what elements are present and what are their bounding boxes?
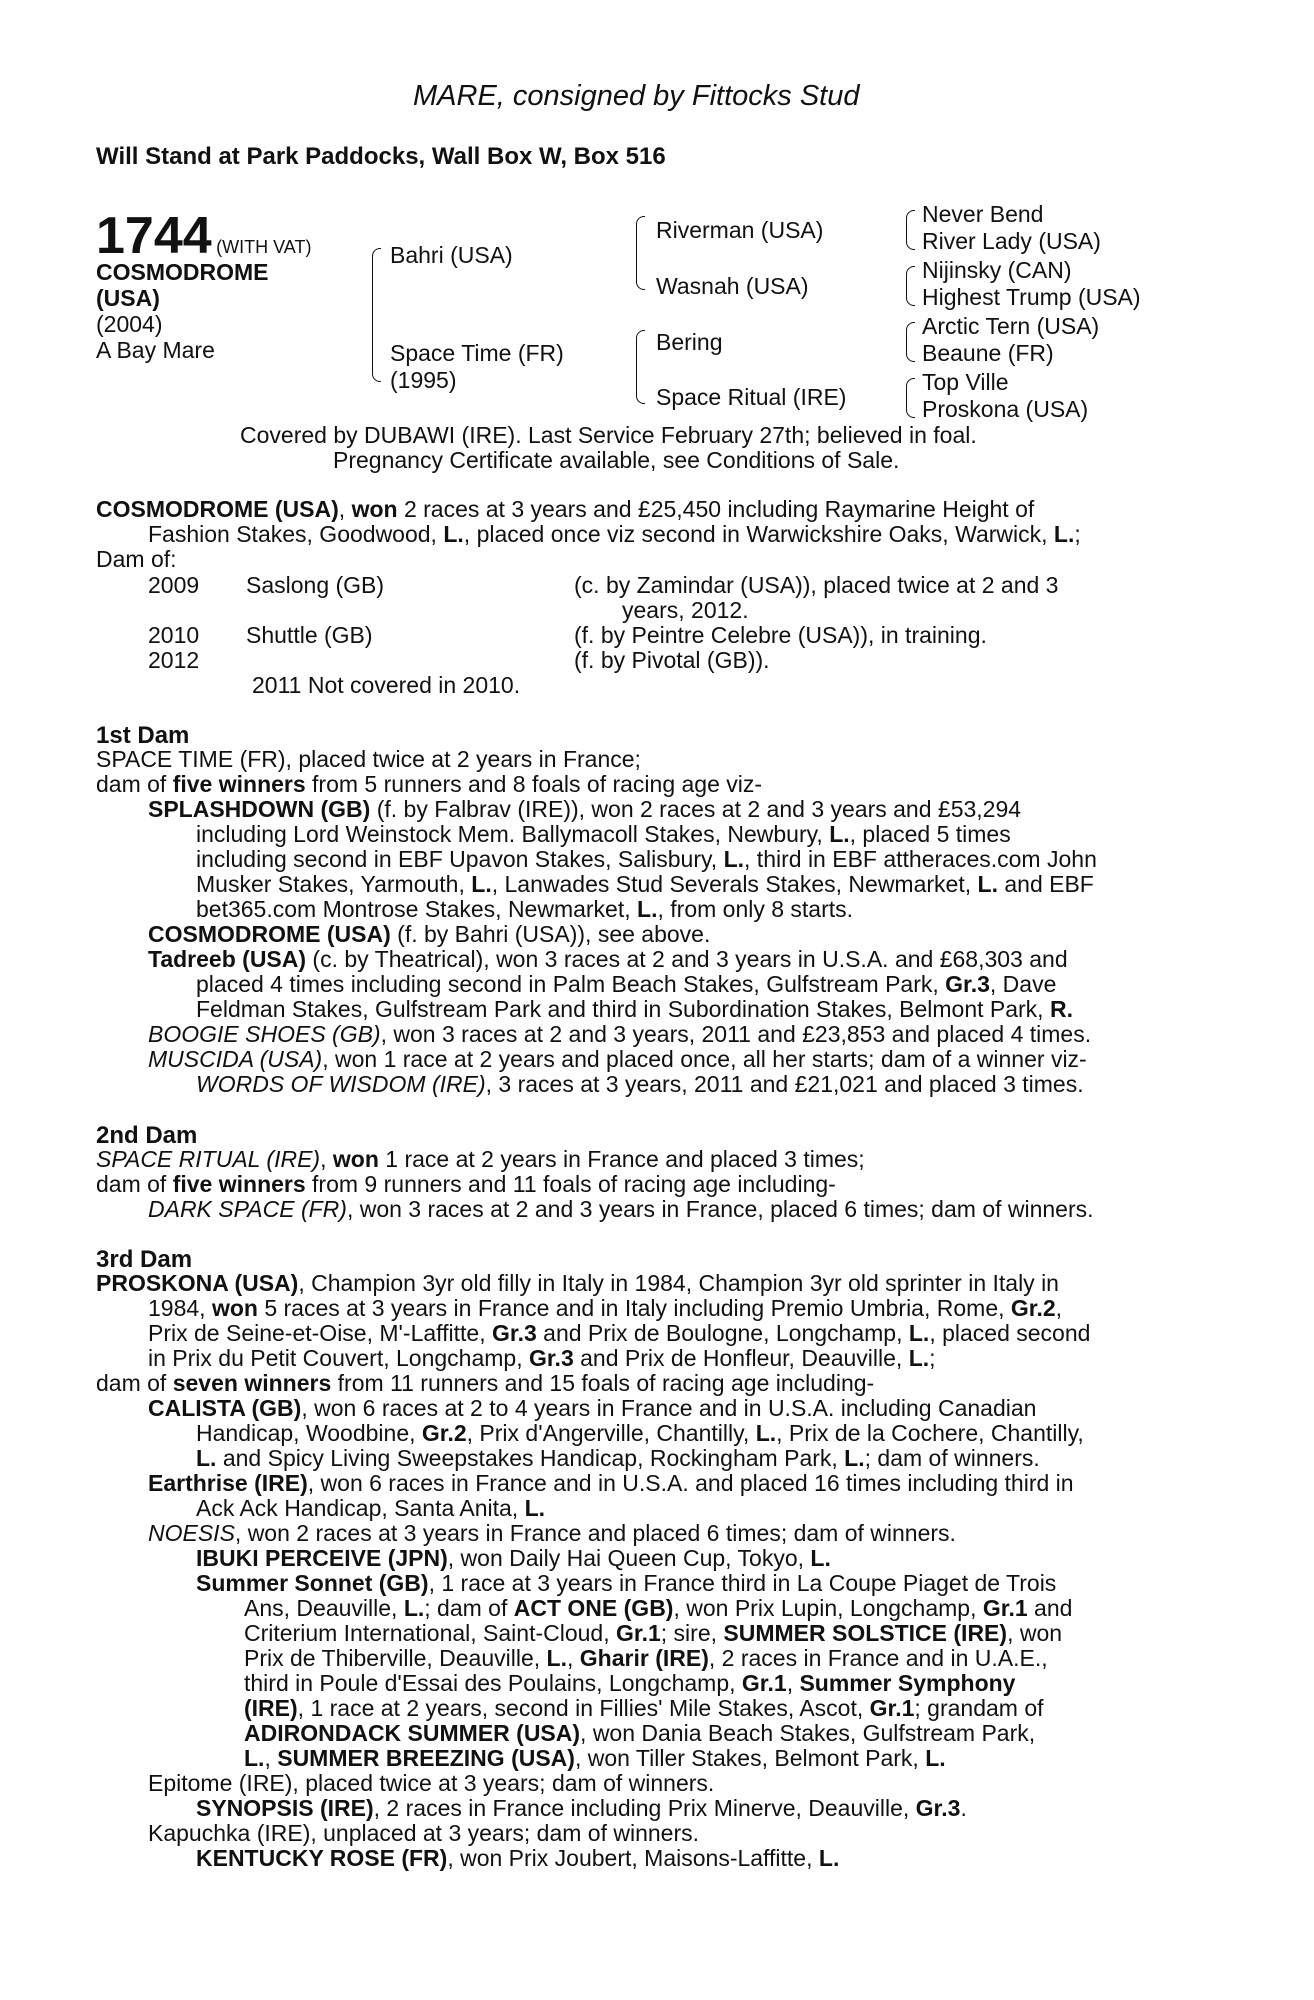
pedigree-sds: Nijinsky (CAN): [922, 257, 1072, 283]
produce-section: [96, 497, 1193, 572]
gen3-brace-4: [906, 378, 915, 418]
text-line: in Prix du Petit Couvert, Longchamp, Gr.3 and Prix de Honfleur, Deauville, L.;: [148, 1345, 936, 1371]
text-line: 1984, won 5 races at 3 years in France and in Italy including Premio Umbria, Rome, Gr.2,: [148, 1295, 1063, 1321]
gen3-brace-3: [906, 322, 915, 362]
text-line: COSMODROME (USA) (f. by Bahri (USA)), see above.: [148, 921, 711, 947]
produce-year: 2009: [148, 572, 200, 598]
text-line: CALISTA (GB), won 6 races at 2 to 4 years in France and in U.S.A. including Canadian: [148, 1395, 1037, 1421]
page-title: MARE, consigned by Fittocks Stud: [413, 80, 860, 112]
race-record-line: COSMODROME (USA), won 2 races at 3 years and £25,450 including Raymarine Height of: [96, 496, 1035, 522]
produce-desc: years, 2012.: [622, 597, 749, 623]
text-line: bet365.com Montrose Stakes, Newmarket, L., from only 8 starts.: [196, 896, 854, 922]
horse-year: (2004): [96, 311, 163, 337]
text-line: Criterium International, Saint-Cloud, Gr.1; sire, SUMMER SOLSTICE (IRE), won: [244, 1620, 1063, 1646]
produce-note: 2011 Not covered in 2010.: [252, 672, 521, 698]
produce-desc: (f. by Pivotal (GB)).: [574, 647, 770, 673]
text-line: Ack Ack Handicap, Santa Anita, L.: [196, 1495, 546, 1521]
pedigree-dam-dam: Space Ritual (IRE): [656, 384, 847, 410]
pedigree-dam-year: (1995): [390, 367, 457, 393]
text-line: SPACE TIME (FR), placed twice at 2 years in France;: [96, 746, 641, 772]
text-line: Tadreeb (USA) (c. by Theatrical), won 3 races at 2 and 3 years in U.S.A. and £68,303 and: [148, 946, 1068, 972]
produce-year: 2012: [148, 647, 200, 673]
text-line: SPLASHDOWN (GB) (f. by Falbrav (IRE)), won 2 races at 2 and 3 years and £53,294: [148, 796, 1022, 822]
covered-line: Covered by DUBAWI (IRE). Last Service February 27th; believed in foal.: [240, 422, 977, 448]
text-line: KENTUCKY ROSE (FR), won Prix Joubert, Maisons-Laffitte, L.: [196, 1845, 840, 1871]
text-line: placed 4 times including second in Palm Beach Stakes, Gulfstream Park, Gr.3, Dave: [196, 971, 1057, 997]
text-line: DARK SPACE (FR), won 3 races at 2 and 3 years in France, placed 6 times; dam of winners.: [148, 1196, 1094, 1222]
pedigree-dam-sire: Bering: [656, 329, 723, 355]
produce-desc: (c. by Zamindar (USA)), placed twice at 2 and 3: [574, 572, 1059, 598]
horse-name: COSMODROME: [96, 259, 269, 285]
pedigree-dss: Arctic Tern (USA): [922, 313, 1100, 339]
text-line: Handicap, Woodbine, Gr.2, Prix d'Angerville, Chantilly, L., Prix de la Cochere, Chantilly,: [196, 1420, 1084, 1446]
pedigree-dds: Top Ville: [922, 369, 1009, 395]
first-dam-heading: 1st Dam: [96, 722, 190, 749]
text-line: PROSKONA (USA), Champion 3yr old filly in Italy in 1984, Champion 3yr old sprinter in Italy in: [96, 1270, 1059, 1296]
pedigree-ssd: River Lady (USA): [922, 228, 1101, 254]
race-record-line: Fashion Stakes, Goodwood, L., placed once viz second in Warwickshire Oaks, Warwick, L.;: [148, 521, 1081, 547]
pedigree-ddd: Proskona (USA): [922, 396, 1089, 422]
vat-note: (WITH VAT): [216, 237, 312, 257]
dam-of-label: Dam of:: [96, 546, 177, 572]
produce-year: 2010: [148, 622, 200, 648]
text-line: Musker Stakes, Yarmouth, L., Lanwades Stud Severals Stakes, Newmarket, L. and EBF: [196, 871, 1094, 897]
pedigree-sss: Never Bend: [922, 201, 1044, 227]
text-line: third in Poule d'Essai des Poulains, Longchamp, Gr.1, Summer Symphony: [244, 1670, 1016, 1696]
horse-description: A Bay Mare: [96, 337, 215, 363]
text-line: Feldman Stakes, Gulfstream Park and third in Subordination Stakes, Belmont Park, R.: [196, 996, 1073, 1022]
third-dam-text: [96, 1271, 1193, 1871]
pedigree-sire-sire: Riverman (USA): [656, 217, 824, 243]
pedigree-sdd: Highest Trump (USA): [922, 284, 1141, 310]
text-line: dam of five winners from 5 runners and 8 foals of racing age viz-: [96, 771, 763, 797]
stand-location: Will Stand at Park Paddocks, Wall Box W, Box 516: [96, 143, 666, 170]
text-line: including second in EBF Upavon Stakes, Salisbury, L., third in EBF attheraces.com John: [196, 846, 1097, 872]
horse-country: (USA): [96, 285, 160, 311]
pedigree-dam: Space Time (FR): [390, 340, 564, 366]
text-line: including Lord Weinstock Mem. Ballymacoll Stakes, Newbury, L., placed 5 times: [196, 821, 1011, 847]
produce-name: Shuttle (GB): [246, 622, 373, 648]
dam-line-brace: [636, 330, 645, 404]
text-line: Kapuchka (IRE), unplaced at 3 years; dam of winners.: [148, 1820, 700, 1846]
text-line: WORDS OF WISDOM (IRE), 3 races at 3 years, 2011 and £21,021 and placed 3 times.: [196, 1071, 1084, 1097]
pedigree-sire: Bahri (USA): [390, 242, 513, 268]
text-line: Prix de Seine-et-Oise, M'-Laffitte, Gr.3 and Prix de Boulogne, Longchamp, L., placed second: [148, 1320, 1091, 1346]
text-line: Summer Sonnet (GB), 1 race at 3 years in France third in La Coupe Piaget de Trois: [196, 1570, 1057, 1596]
pedigree-dsd: Beaune (FR): [922, 340, 1054, 366]
text-line: dam of seven winners from 11 runners and 15 foals of racing age including-: [96, 1370, 875, 1396]
text-line: Earthrise (IRE), won 6 races in France and in U.S.A. and placed 16 times including third in: [148, 1470, 1074, 1496]
produce-name: Saslong (GB): [246, 572, 385, 598]
third-dam-heading: 3rd Dam: [96, 1246, 193, 1273]
second-dam-heading: 2nd Dam: [96, 1122, 198, 1149]
pedigree-sire-dam: Wasnah (USA): [656, 273, 809, 299]
text-line: L., SUMMER BREEZING (USA), won Tiller Stakes, Belmont Park, L.: [244, 1745, 946, 1771]
produce-desc: (f. by Peintre Celebre (USA)), in training.: [574, 622, 987, 648]
first-dam-text: [96, 747, 1193, 1097]
text-line: dam of five winners from 9 runners and 11 foals of racing age including-: [96, 1171, 836, 1197]
text-line: Epitome (IRE), placed twice at 3 years; dam of winners.: [148, 1770, 715, 1796]
lot-number: 1744: [96, 207, 212, 265]
lot-number-line: [96, 207, 312, 265]
text-line: SPACE RITUAL (IRE), won 1 race at 2 years in France and placed 3 times;: [96, 1146, 865, 1172]
text-line: ADIRONDACK SUMMER (USA), won Dania Beach Stakes, Gulfstream Park,: [244, 1720, 1036, 1746]
text-line: SYNOPSIS (IRE), 2 races in France including Prix Minerve, Deauville, Gr.3.: [196, 1795, 967, 1821]
text-line: (IRE), 1 race at 2 years, second in Fillies' Mile Stakes, Ascot, Gr.1; grandam of: [244, 1695, 1044, 1721]
sire-line-brace: [636, 216, 645, 290]
text-line: Ans, Deauville, L.; dam of ACT ONE (GB), won Prix Lupin, Longchamp, Gr.1 and: [244, 1595, 1073, 1621]
pregnancy-line: Pregnancy Certificate available, see Conditions of Sale.: [333, 447, 900, 473]
gen3-brace-2: [906, 266, 915, 306]
text-line: NOESIS, won 2 races at 3 years in France and placed 6 times; dam of winners.: [148, 1520, 956, 1546]
gen3-brace-1: [906, 210, 915, 250]
text-line: IBUKI PERCEIVE (JPN), won Daily Hai Queen Cup, Tokyo, L.: [196, 1545, 831, 1571]
text-line: L. and Spicy Living Sweepstakes Handicap, Rockingham Park, L.; dam of winners.: [196, 1445, 1040, 1471]
second-dam-text: [96, 1147, 1193, 1222]
text-line: MUSCIDA (USA), won 1 race at 2 years and placed once, all her starts; dam of a winner viz-: [148, 1046, 1087, 1072]
sire-dam-brace: [372, 248, 381, 382]
text-line: BOOGIE SHOES (GB), won 3 races at 2 and 3 years, 2011 and £23,853 and placed 4 times.: [148, 1021, 1092, 1047]
text-line: Prix de Thiberville, Deauville, L., Gharir (IRE), 2 races in France and in U.A.E.,: [244, 1645, 1048, 1671]
